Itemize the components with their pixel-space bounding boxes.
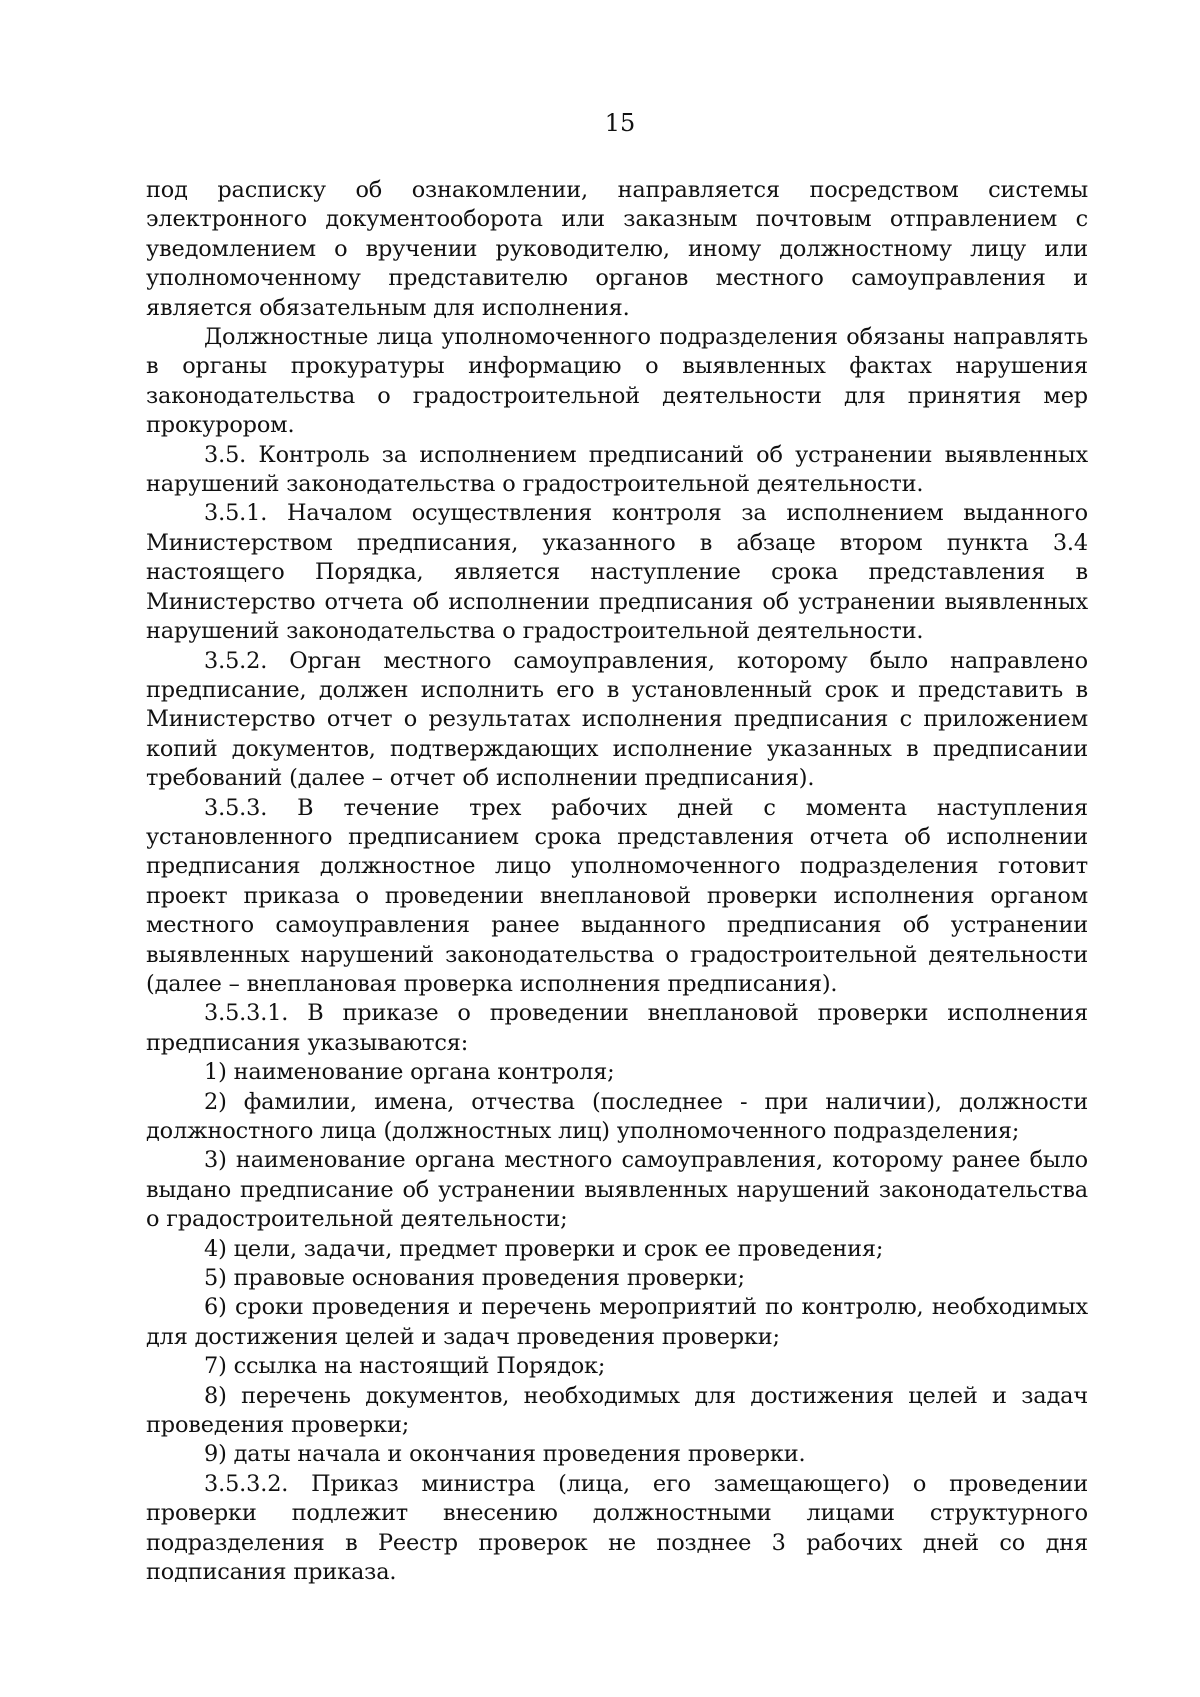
list-item-7: 7) ссылка на настоящий Порядок; [204,1353,606,1380]
list-item-4: 4) цели, задачи, предмет проверки и срок ее проведения; [204,1235,884,1262]
list-item-6: 6) сроки проведения и перечень мероприятий по контролю, необходимых для достижения целей и задач проведения проверки; [146,1294,1088,1350]
paragraph-prosecution-notice: Должностные лица уполномоченного подразделения обязаны направлять в органы прокуратуры информацию о выявленных фактах нарушения законодательства о градостроительной деятельности для принятия мер прокурором. [146,324,1088,439]
list-item-2: 2) фамилии, имена, отчества (последнее - при наличии), должности должностного лица (должностных лиц) уполномоченного подразделения; [146,1088,1088,1144]
paragraph-3-5-2: 3.5.2. Орган местного самоуправления, которому было направлено предписание, должен исполнить его в установленный срок и представить в Министерство отчет о результатах исполнения предписания с приложением копий документов, подтверждающих исполнение указанных в предписании требований (далее – отчет об исполнении предписания). [146,647,1088,792]
paragraph-3-5-3-1: 3.5.3.1. В приказе о проведении внеплановой проверки исполнения предписания указываются: [146,1000,1088,1056]
list-item-5: 5) правовые основания проведения проверки; [204,1265,745,1292]
list-item-1: 1) наименование органа контроля; [204,1059,615,1086]
list-item-8: 8) перечень документов, необходимых для достижения целей и задач проведения проверки; [146,1382,1088,1439]
list-item-9: 9) даты начала и окончания проведения проверки. [204,1441,806,1468]
paragraph-3-5: 3.5. Контроль за исполнением предписаний об устранении выявленных нарушений законодательства о градостроительной деятельности. [146,441,1088,498]
list-item-3: 3) наименование органа местного самоуправления, которому ранее было выдано предписание об устранении выявленных нарушений законодательства о градостроительной деятельности; [146,1147,1088,1233]
document-body [146,176,1088,1588]
paragraph-3-5-3: 3.5.3. В течение трех рабочих дней с момента наступления установленного предписанием срока представления отчета об исполнении предписания должностное лицо уполномоченного подразделения готовит проект приказа о проведении внеплановой проверки исполнения органом местного самоуправления ранее выданного предписания об устранении выявленных нарушений законодательства о градостроительной деятельности (далее – внеплановая проверка исполнения предписания). [146,794,1088,997]
page-number: 15 [604,109,636,137]
paragraph-3-5-3-2: 3.5.3.2. Приказ министра (лица, его замещающего) о проведении проверки подлежит внесению должностными лицами структурного подразделения в Реестр проверок не позднее 3 рабочих дней со дня подписания приказа. [146,1470,1088,1586]
paragraph-continuation: под расписку об ознакомлении, направляется посредством системы электронного документооборота или заказным почтовым отправлением с уведомлением о вручении руководителю, иному должностному лицу или уполномоченному представителю органов местного самоуправления и является обязательным для исполнения. [146,177,1088,321]
paragraph-3-5-1: 3.5.1. Началом осуществления контроля за исполнением выданного Министерством предписания, указанного в абзаце втором пункта 3.4 настоящего Порядка, является наступление срока представления в Министерство отчета об исполнении предписания об устранении выявленных нарушений законодательства о градостроительной деятельности. [146,500,1088,645]
